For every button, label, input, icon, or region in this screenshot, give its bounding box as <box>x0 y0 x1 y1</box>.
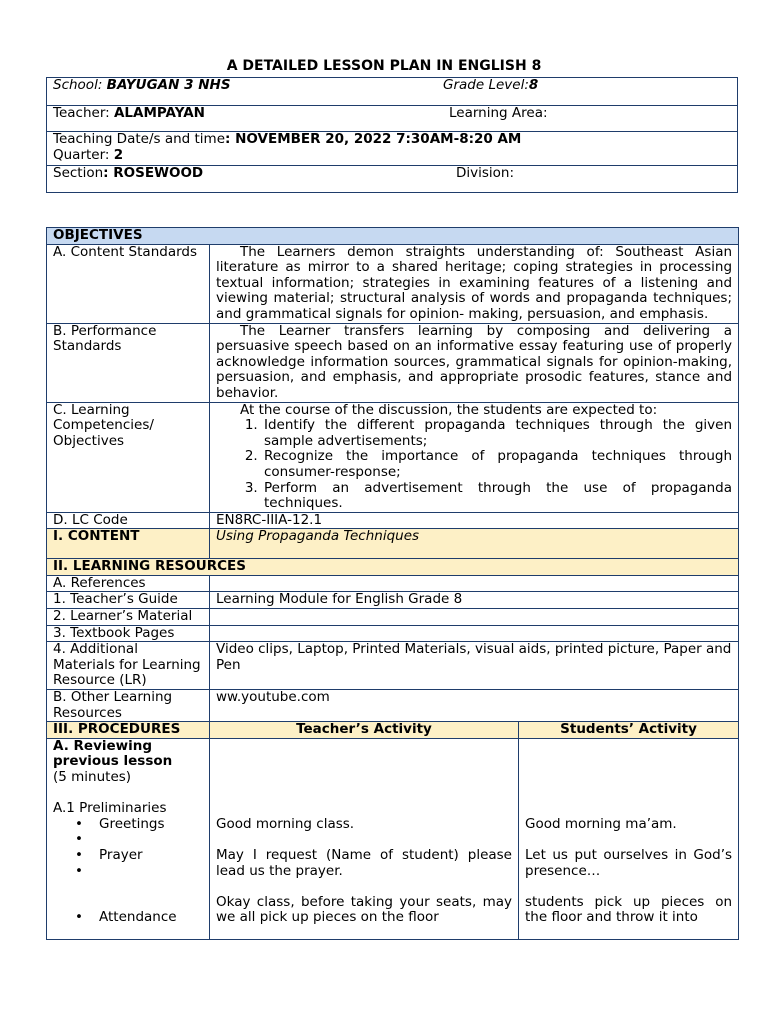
list-item: • Greetings <box>53 817 203 833</box>
additional-materials-value: Video clips, Laptop, Printed Materials, visual aids, printed picture, Paper and Pen <box>210 642 739 690</box>
student-attendance: students pick up pieces on the floor and throw it into <box>525 893 733 926</box>
teacher-row <box>47 106 738 132</box>
teacher-value: ALAMPAYAN <box>113 105 205 121</box>
grade-value: 8 <box>528 77 539 93</box>
performance-standards-label: B. Performance Standards <box>47 323 210 402</box>
teacher-label: Teacher: <box>53 105 114 121</box>
references-value <box>210 575 739 592</box>
teacher-greeting: Good morning class. <box>216 815 355 832</box>
objectives-heading: OBJECTIVES <box>47 228 739 245</box>
teachers-guide-value: Learning Module for English Grade 8 <box>210 592 739 609</box>
competencies-intro: At the course of the discussion, the students are expected to: <box>240 401 658 418</box>
learners-material-value <box>210 609 739 626</box>
date-label: Teaching Date/s and time <box>53 131 226 147</box>
list-item: 2. Recognize the importance of propaganda techniques through consumer-response; <box>262 449 732 480</box>
list-item: 3. Perform an advertisement through the use of propaganda techniques. <box>262 481 732 512</box>
section-label: Section <box>53 165 104 181</box>
content-heading: I. CONTENT <box>47 529 210 559</box>
teacher-activity-cell <box>210 738 519 939</box>
student-activity-header: Students’ Activity <box>519 722 739 739</box>
lc-code-value: EN8RC-IIIA-12.1 <box>210 512 739 529</box>
school-label: School: <box>53 77 107 93</box>
procedure-step-cell <box>47 738 210 939</box>
additional-materials-label: 4. Additional Materials for Learning Resource (LR) <box>47 642 210 690</box>
section-value: : ROSEWOOD <box>103 165 204 181</box>
list-item: • Attendance <box>53 910 203 926</box>
competencies-label: C. Learning Competencies/ Objectives <box>47 402 210 512</box>
content-value: Using Propaganda Techniques <box>210 529 739 559</box>
review-time: (5 minutes) <box>53 769 132 785</box>
preliminaries-label: A.1 Preliminaries <box>53 800 167 817</box>
preliminaries-list <box>53 817 203 926</box>
student-prayer: Let us put ourselves in God’s presence… <box>525 847 733 879</box>
grade-label: Grade Level: <box>443 77 529 93</box>
other-resources-label: B. Other Learning Resources <box>47 690 210 722</box>
competencies-list <box>216 418 732 512</box>
date-value: : NOVEMBER 20, 2022 7:30AM-8:20 AM <box>225 131 522 147</box>
teacher-prayer: May I request (Name of student) please lead us the prayer. <box>216 847 512 879</box>
textbook-label: 3. Textbook Pages <box>47 625 210 642</box>
date-row <box>47 132 738 166</box>
content-standards-label: A. Content Standards <box>47 244 210 323</box>
teacher-attendance: Okay class, before taking your seats, may we all pick up pieces on the floor <box>216 893 512 926</box>
section-row <box>47 166 738 193</box>
teacher-activity-header: Teacher’s Activity <box>210 722 519 739</box>
resources-heading: II. LEARNING RESOURCES <box>47 559 739 576</box>
performance-standards-text: The Learner transfers learning by composing and delivering a persuasive speech based on an informative essay featuring use of properly acknowledge information sources, grammatical signals for opinion-making, persuasion, and emphasis, and appropriate prosodic features, stance and behavior. <box>210 323 739 402</box>
page-title: A DETAILED LESSON PLAN IN ENGLISH 8 <box>226 58 542 74</box>
content-standards-text: The Learners demon straights understanding of: Southeast Asian literature as mirror to a shared heritage; coping strategies in processing textual information; strategies in examining features of a listening and viewing material; structural analysis of words and propaganda techniques; and grammatical signals for opinion- making, persuasion, and emphasis. <box>210 244 739 323</box>
school-value: BAYUGAN 3 NHS <box>106 77 231 93</box>
quarter-label: Quarter: <box>53 146 114 163</box>
textbook-value <box>210 625 739 642</box>
references-label: A. References <box>47 575 210 592</box>
teachers-guide-label: 1. Teacher’s Guide <box>47 592 210 609</box>
learners-material-label: 2. Learner’s Material <box>47 609 210 626</box>
student-activity-cell <box>519 738 739 939</box>
list-item: • Prayer <box>53 848 203 864</box>
procedures-heading: III. PROCEDURES <box>47 722 210 739</box>
competencies-cell <box>210 402 739 512</box>
list-item: 1. Identify the different propaganda techniques through the given sample advertisements; <box>262 418 732 449</box>
school-row <box>47 78 738 106</box>
lesson-table <box>46 227 739 940</box>
header-table <box>46 77 738 193</box>
learning-area-label: Learning Area: <box>449 105 548 121</box>
other-resources-value: ww.youtube.com <box>210 690 739 722</box>
lc-code-label: D. LC Code <box>47 512 210 529</box>
student-greeting: Good morning ma’am. <box>525 815 677 832</box>
review-title: A. Reviewing previous lesson <box>53 737 173 770</box>
quarter-value: 2 <box>113 146 124 163</box>
division-label: Division: <box>456 165 515 181</box>
